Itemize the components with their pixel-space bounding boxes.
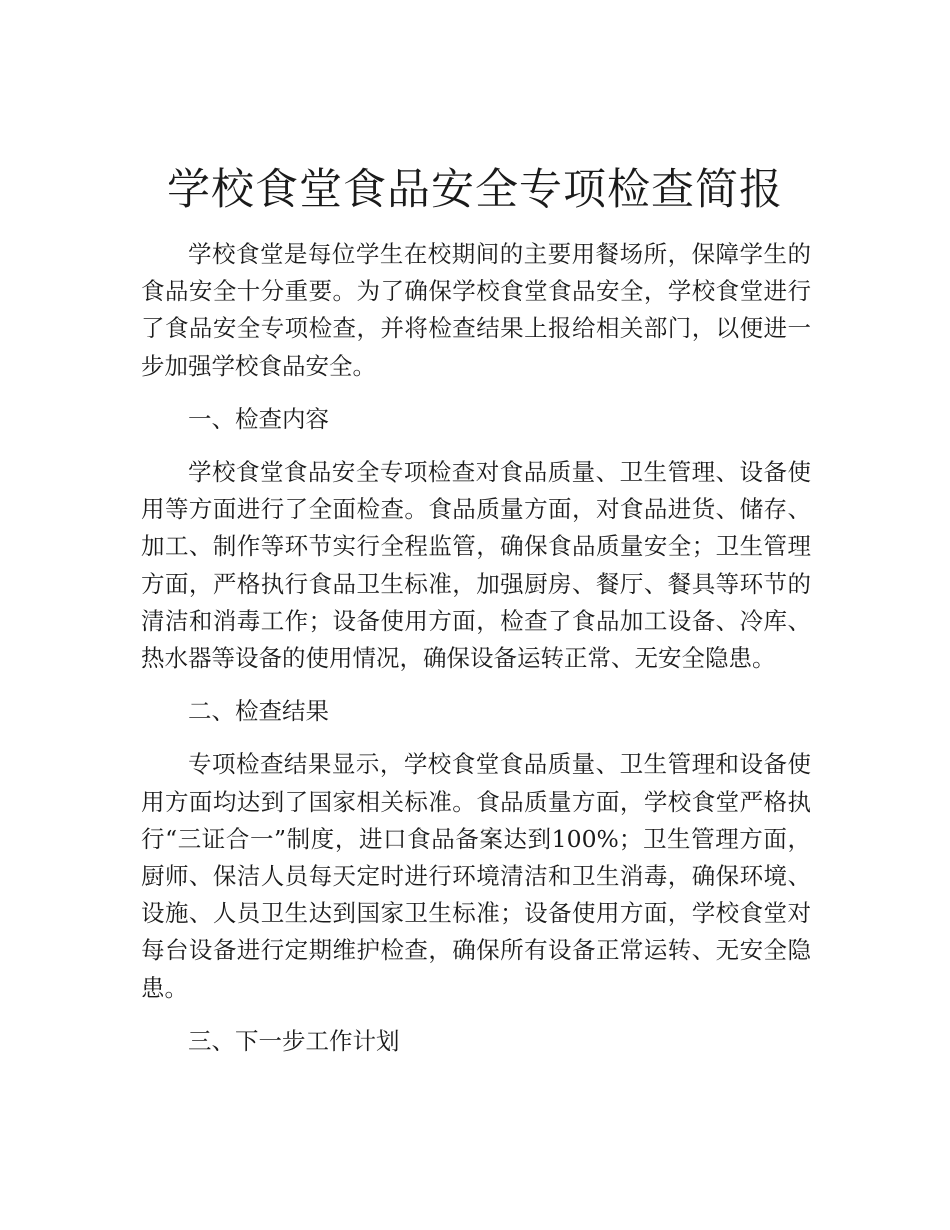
document-body xyxy=(141,236,811,1060)
intro-paragraph: 学校食堂是每位学生在校期间的主要用餐场所，保障学生的食品安全十分重要。为了确保学校食堂食品安全，学校食堂进行了食品安全专项检查，并将检查结果上报给相关部门，以便进一步加强学校食品安全。 xyxy=(141,240,811,380)
section-paragraph-inspection-content: 学校食堂食品安全专项检查对食品质量、卫生管理、设备使用等方面进行了全面检查。食品质量方面，对食品进货、储存、加工、制作等环节实行全程监管，确保食品质量安全；卫生管理方面，严格执行食品卫生标准，加强厨房、餐厅、餐具等环节的清洁和消毒工作；设备使用方面，检查了食品加工设备、冷库、热水器等设备的使用情况，确保设备运转正常、无安全隐患。 xyxy=(141,458,811,673)
section-heading-next-steps: 三、下一步工作计划 xyxy=(188,1026,400,1055)
section-heading-inspection-results: 二、检查结果 xyxy=(188,697,329,726)
document-title: 学校食堂食品安全专项检查简报 xyxy=(167,165,783,215)
section-heading-inspection-content: 一、检查内容 xyxy=(188,404,329,433)
section-paragraph-inspection-results: 专项检查结果显示，学校食堂食品质量、卫生管理和设备使用方面均达到了国家相关标准。食品质量方面，学校食堂严格执行“三证合一”制度，进口食品备案达到100%；卫生管理方面，厨师、保洁人员每天定时进行环境清洁和卫生消毒，确保环境、设施、人员卫生达到国家卫生标准；设备使用方面，学校食堂对每台设备进行定期维护检查，确保所有设备正常运转、无安全隐患。 xyxy=(141,750,811,1002)
